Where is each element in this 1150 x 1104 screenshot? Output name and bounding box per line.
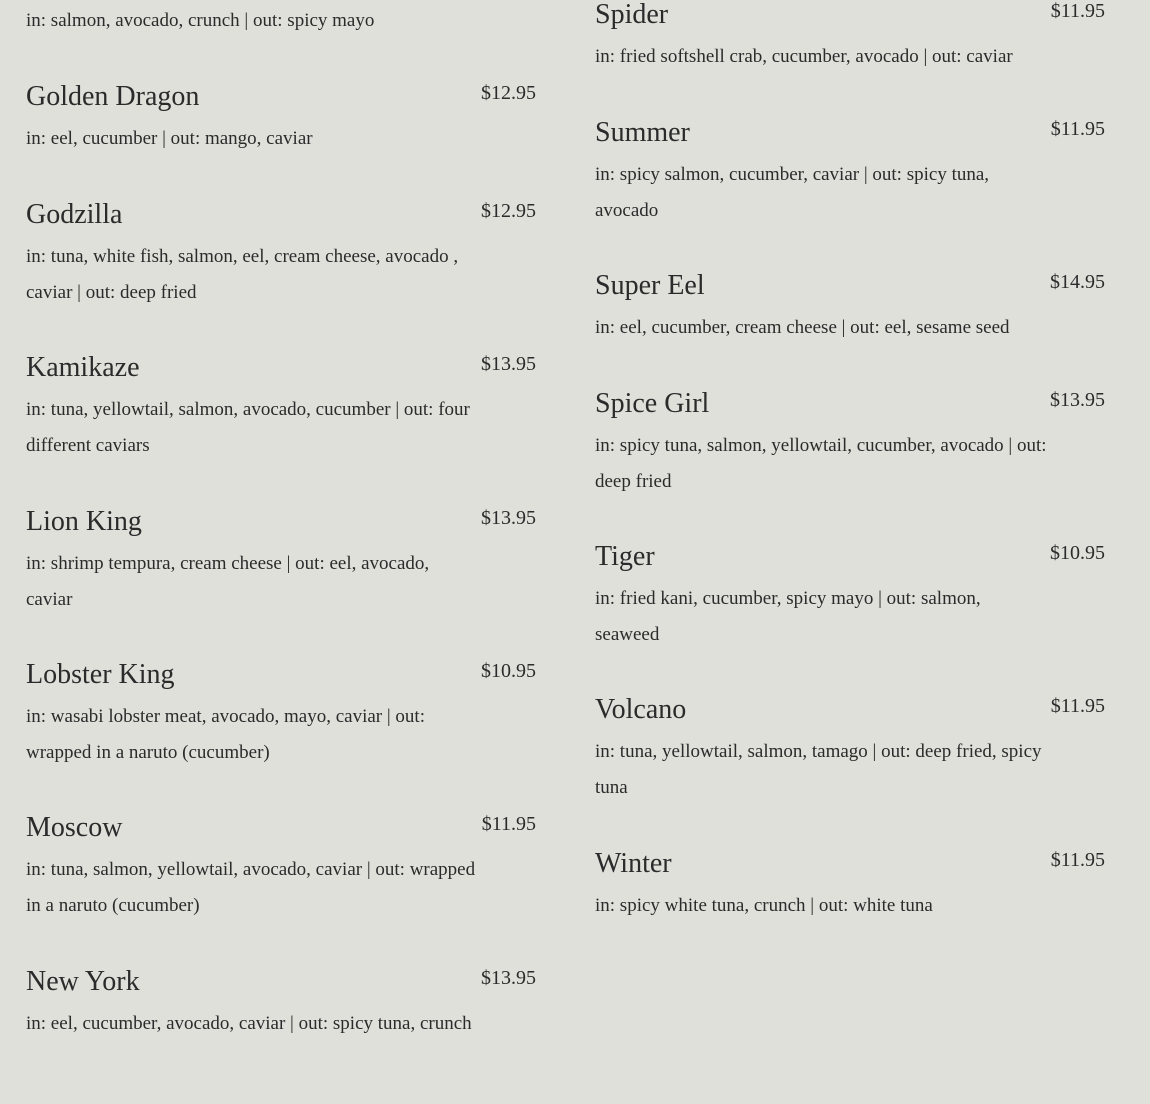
menu-item-name: Kamikaze: [26, 352, 140, 383]
menu-item-description: in: shrimp tempura, cream cheese | out: eel, avocado, caviar: [26, 553, 430, 610]
menu-item-description: in: tuna, yellowtail, salmon, avocado, cucumber | out: four different caviars: [26, 399, 470, 456]
menu-item-name: Spider: [595, 0, 669, 30]
menu-item-description: in: eel, cucumber, avocado, caviar | out: spicy tuna, crunch: [26, 1013, 472, 1034]
menu-item-price: $11.95: [1050, 0, 1105, 22]
menu-item-description: in: spicy white tuna, crunch | out: white tuna: [595, 895, 933, 916]
menu-item-price: $11.95: [481, 813, 536, 835]
menu-item-price: $10.95: [481, 660, 536, 682]
menu-item-description: in: eel, cucumber | out: mango, caviar: [26, 128, 313, 149]
menu-item-name: Winter: [595, 848, 672, 879]
menu-item-price: $14.95: [1050, 271, 1105, 293]
menu-item-name: Tiger: [595, 541, 655, 572]
menu-item-description: in: spicy salmon, cucumber, caviar | out: spicy tuna, avocado: [595, 164, 990, 221]
menu-item-description: in: tuna, white fish, salmon, eel, cream cheese, avocado , caviar | out: deep fried: [26, 246, 459, 303]
menu-item-price: $13.95: [481, 353, 536, 375]
menu-item-description: in: wasabi lobster meat, avocado, mayo, caviar | out: wrapped in a naruto (cucumber): [26, 706, 425, 763]
menu-item-description: in: fried softshell crab, cucumber, avocado | out: caviar: [595, 46, 1013, 67]
menu-item: [26, 659, 536, 770]
menu-item: [595, 117, 1105, 228]
menu-item: [26, 81, 536, 157]
menu-item: [26, 506, 536, 617]
menu-item-description: in: tuna, yellowtail, salmon, tamago | out: deep fried, spicy tuna: [595, 741, 1042, 798]
menu-item-price: $12.95: [481, 82, 536, 104]
menu-item-description: in: salmon, avocado, crunch | out: spicy mayo: [26, 10, 375, 31]
menu-item-price: $13.95: [1050, 389, 1105, 411]
menu-item-name: Super Eel: [595, 270, 705, 301]
menu-item-name: Lion King: [26, 506, 142, 537]
menu-item-price: $11.95: [1050, 118, 1105, 140]
menu-item-price: $13.95: [481, 967, 536, 989]
menu-item-price: $11.95: [1050, 849, 1105, 871]
menu-item: [595, 388, 1105, 499]
menu-item-price: $13.95: [481, 507, 536, 529]
menu-item: [26, 966, 536, 1042]
menu-item: [595, 694, 1105, 805]
menu-item: [595, 270, 1105, 346]
menu-item: [26, 3, 536, 39]
menu-item-name: Summer: [595, 117, 690, 148]
menu-item-description: in: spicy tuna, salmon, yellowtail, cucumber, avocado | out: deep fried: [595, 435, 1047, 492]
menu-item: [26, 812, 536, 923]
menu-item-description: in: eel, cucumber, cream cheese | out: eel, sesame seed: [595, 317, 1010, 338]
menu-item: [595, 848, 1105, 924]
menu-item-description: in: tuna, salmon, yellowtail, avocado, caviar | out: wrapped in a naruto (cucumber): [26, 859, 476, 916]
menu-item: [595, 0, 1105, 75]
menu-item-price: $12.95: [481, 200, 536, 222]
menu-item-name: Golden Dragon: [26, 81, 200, 112]
menu-item: [26, 199, 536, 310]
menu-item-price: $11.95: [1050, 695, 1105, 717]
menu-item-name: Lobster King: [26, 659, 175, 690]
menu-item: [595, 541, 1105, 652]
menu-item-name: Volcano: [595, 694, 687, 725]
menu-item-name: Godzilla: [26, 199, 123, 230]
menu-item-description: in: fried kani, cucumber, spicy mayo | out: salmon, seaweed: [595, 588, 981, 645]
menu-item-name: New York: [26, 966, 140, 997]
menu-item-name: Moscow: [26, 812, 123, 843]
menu-item: [26, 352, 536, 463]
menu-item-name: Spice Girl: [595, 388, 710, 419]
menu-item-price: $10.95: [1050, 542, 1105, 564]
